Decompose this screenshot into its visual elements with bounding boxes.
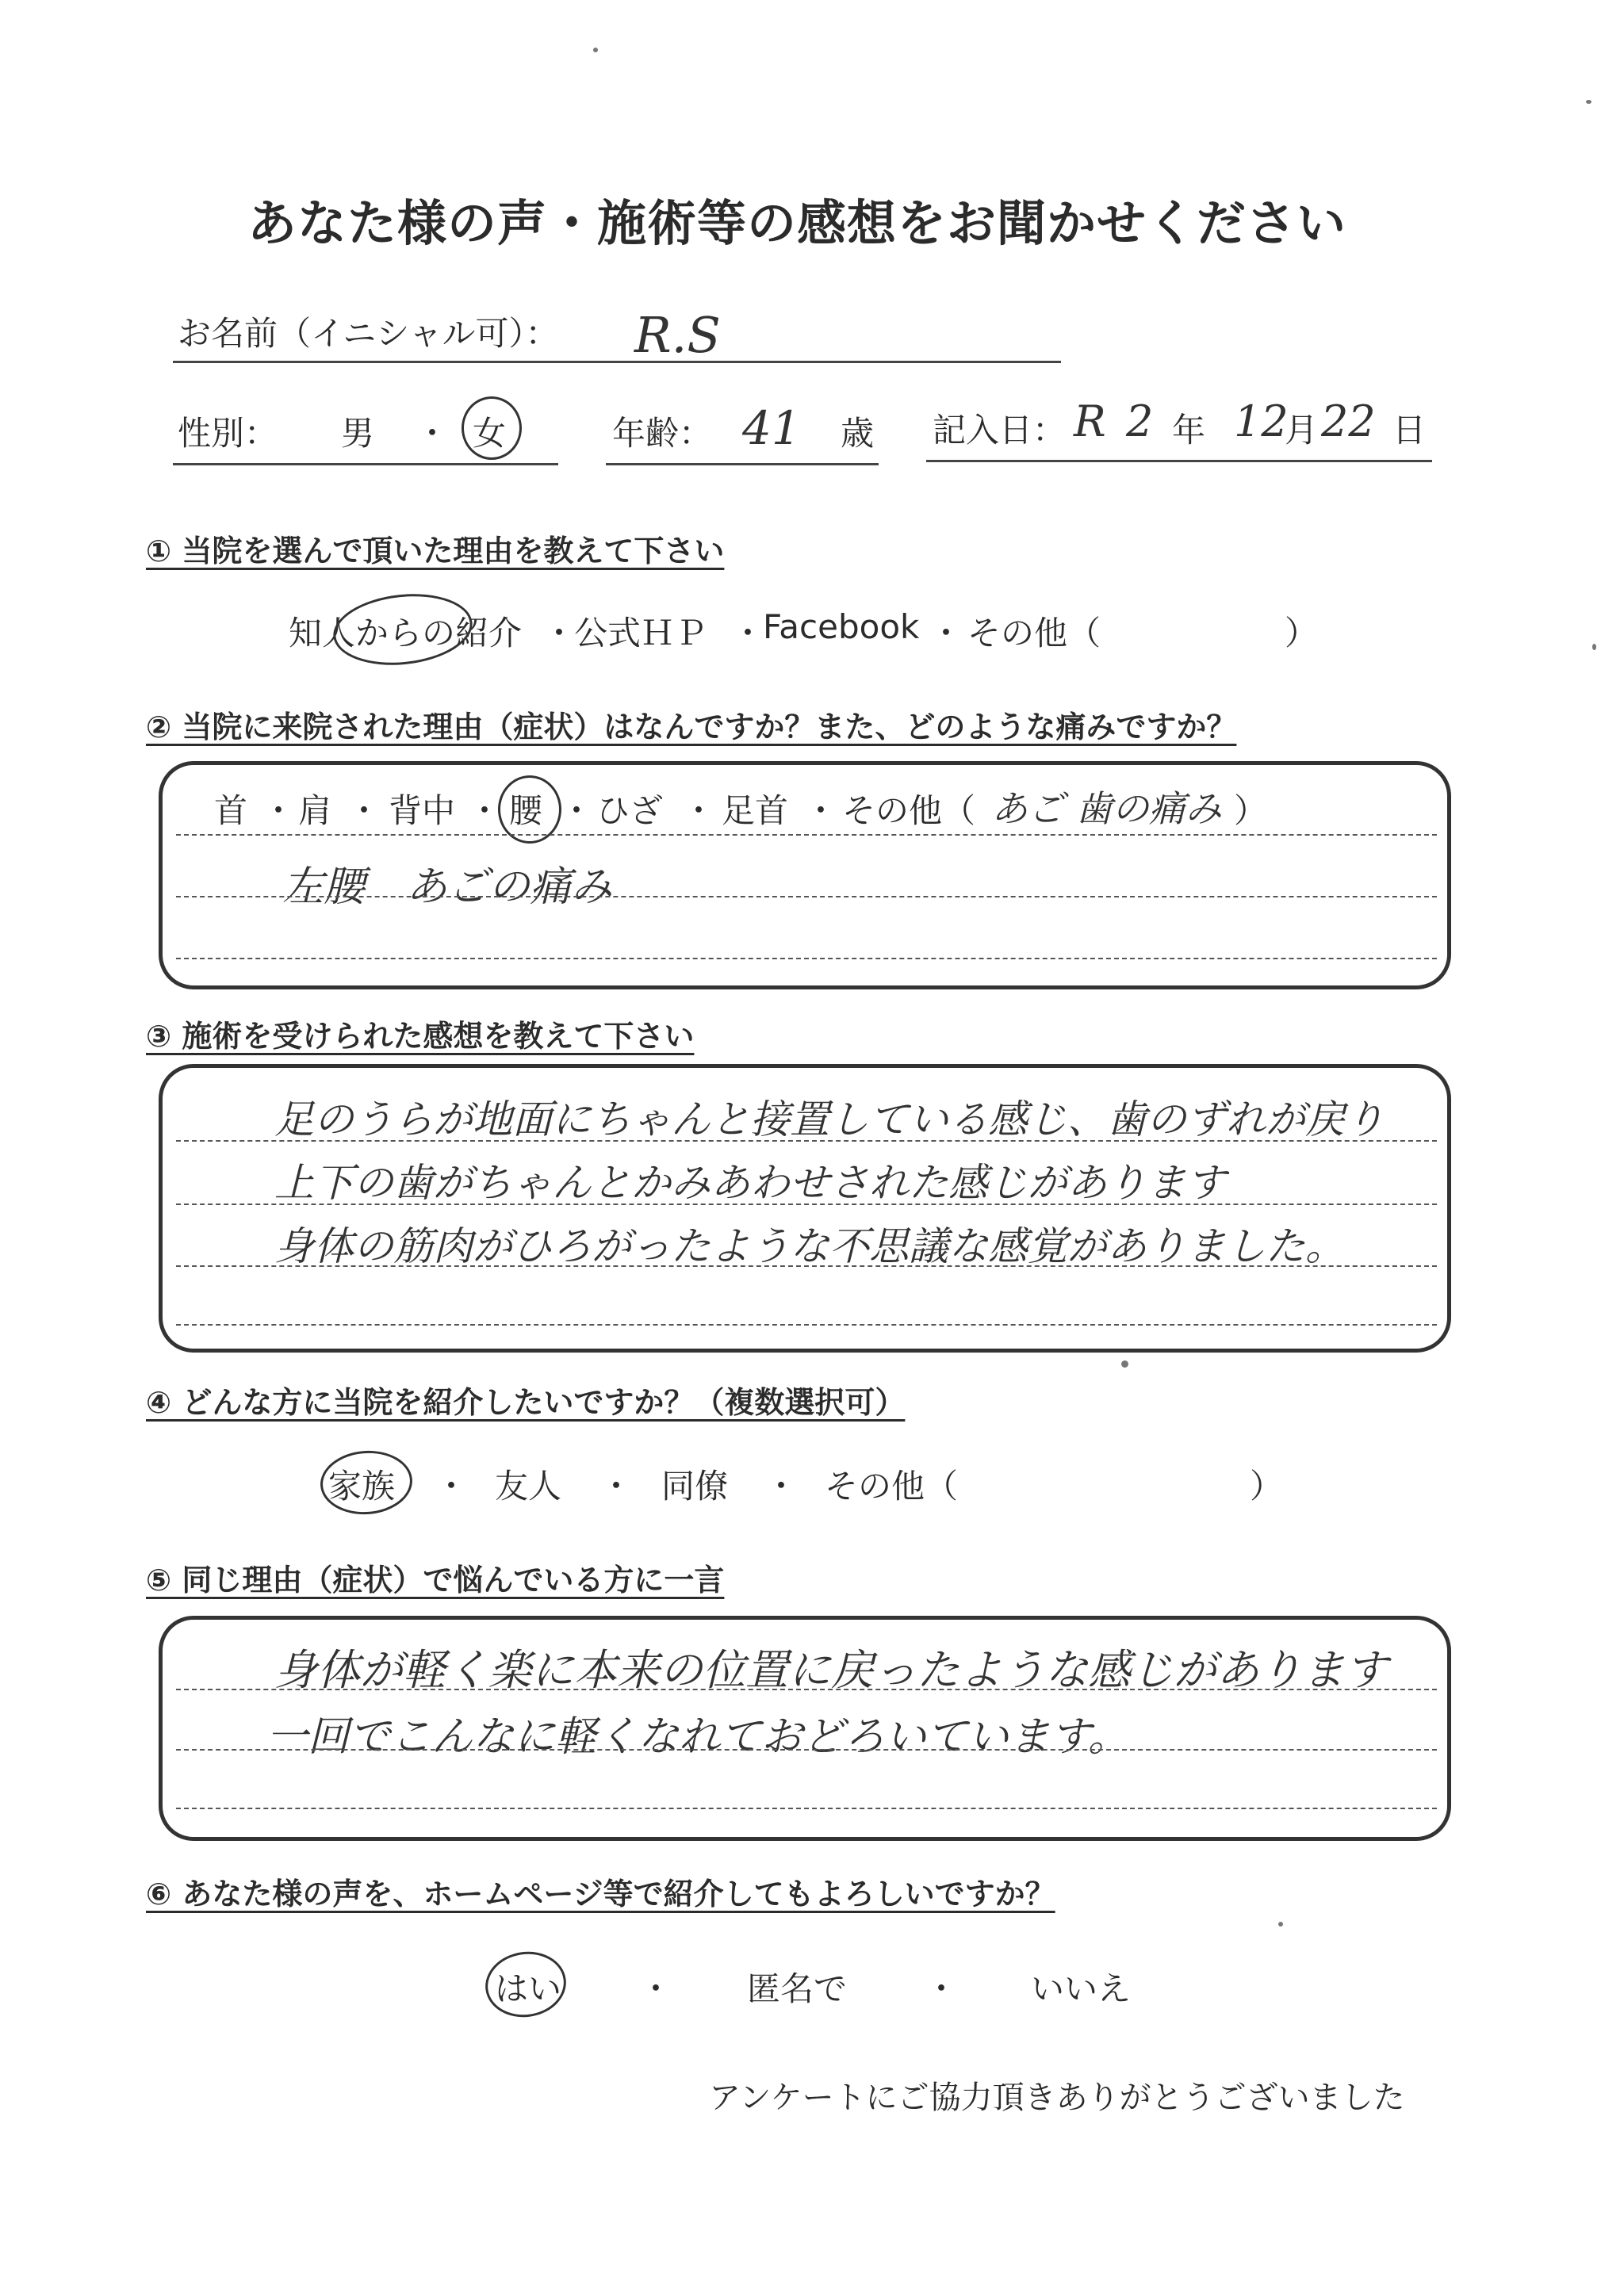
q5-dashed-line (176, 1749, 1437, 1751)
q2-separator: ・ (560, 791, 594, 830)
q6-option-no[interactable]: いいえ (1031, 1969, 1132, 2008)
scan-speck (1278, 1922, 1283, 1927)
date-year-unit: 年 (1172, 411, 1206, 450)
q2-dashed-line (176, 834, 1437, 836)
q3-dashed-line (176, 1203, 1437, 1205)
q3-dashed-line (176, 1265, 1437, 1267)
q1-separator: ・ (929, 614, 963, 652)
q3-dashed-line (176, 1324, 1437, 1326)
q5-answer-line-2[interactable]: 一回でこんなに軽くなれておどろいています。 (266, 1713, 1129, 1761)
date-underline (926, 460, 1432, 462)
date-year[interactable]: 2 (1126, 396, 1154, 446)
q2-option-knee[interactable]: ひざ (596, 791, 664, 830)
q3-dashed-line (176, 1140, 1437, 1142)
q5-heading: ⑤ 同じ理由（症状）で悩んでいる方に一言 (146, 1563, 725, 1598)
age-underline (606, 463, 879, 465)
date-month-unit: 月 (1285, 411, 1319, 450)
q3-answer-line-1[interactable]: 足のうらが地面にちゃんと接置している感じ、歯のずれが戻り (274, 1096, 1385, 1142)
q6-option-yes[interactable]: はい (495, 1969, 562, 2008)
q2-option-ankle[interactable]: 足首 (722, 791, 789, 830)
q6-separator: ・ (925, 1969, 959, 2008)
q3-answer-line-2[interactable]: 上下の歯がちゃんとかみあわせされた感じがあります (274, 1160, 1226, 1206)
date-day-unit: 日 (1392, 411, 1427, 450)
q1-other-close: ） (1285, 614, 1319, 652)
gender-label: 性別： (178, 414, 278, 453)
q2-answer-line-1[interactable]: 左腰 あごの痛み (282, 863, 613, 911)
gender-male-option[interactable]: 男 (341, 414, 375, 453)
q2-other-close: ） (1234, 791, 1268, 830)
q2-option-neck[interactable]: 首 (214, 791, 248, 830)
q4-option-friend[interactable]: 友人 (495, 1467, 562, 1506)
q5-answer-line-1[interactable]: 身体が軽く楽に本来の位置に戻ったような感じがあります (274, 1645, 1388, 1695)
q2-separator: ・ (682, 791, 716, 830)
footer-thanks: アンケートにご協力頂きありがとうございました (709, 2080, 1405, 2116)
q4-separator: ・ (435, 1467, 469, 1506)
name-label: お名前（イニシャル可）： (178, 314, 559, 353)
q2-separator: ・ (262, 791, 296, 830)
gender-selected-circle (462, 396, 522, 460)
q5-dashed-line (176, 1689, 1437, 1690)
q5-dashed-line (176, 1808, 1437, 1809)
q1-separator: ・ (731, 614, 765, 652)
q2-dashed-line (176, 958, 1437, 959)
q4-option-other[interactable]: その他（ (825, 1467, 959, 1506)
q1-option-referral[interactable]: 知人からの紹介 (289, 614, 523, 652)
q4-separator: ・ (764, 1467, 799, 1506)
q3-answer-line-3[interactable]: 身体の筋肉がひろがったような不思議な感覚がありました。 (274, 1223, 1345, 1269)
q2-option-back[interactable]: 背中 (389, 791, 456, 830)
q2-heading: ② 当院に来院された理由（症状）はなんですか？また、どのような痛みですか？ (146, 710, 1237, 744)
q2-option-lower-back[interactable]: 腰 (509, 791, 543, 830)
scan-speck (593, 48, 598, 52)
q1-option-official-hp[interactable]: 公式ＨＰ (574, 614, 708, 652)
q2-separator: ・ (468, 791, 502, 830)
q6-selected-circle (481, 1946, 570, 2022)
q4-other-close: ） (1250, 1467, 1284, 1506)
q6-option-anonymous[interactable]: 匿名で (747, 1969, 848, 2008)
q1-heading: ① 当院を選んで頂いた理由を教えて下さい (146, 534, 725, 568)
page-title: あなた様の声・施術等の感想をお聞かせください (247, 194, 1346, 252)
q1-selected-circle (330, 587, 476, 672)
date-day[interactable]: 22 (1321, 396, 1376, 446)
q2-option-other[interactable]: その他（ (842, 791, 976, 830)
gender-female-option[interactable]: 女 (473, 414, 507, 453)
q2-other-answer[interactable]: あご 歯の痛み (991, 787, 1222, 830)
age-label: 年齢： (612, 414, 713, 453)
q2-dashed-line (176, 896, 1437, 897)
gender-separator: ・ (416, 414, 450, 453)
age-value[interactable]: 41 (742, 401, 801, 455)
q1-option-facebook[interactable]: Facebook (763, 607, 920, 646)
gender-underline (173, 463, 558, 465)
q4-separator: ・ (599, 1467, 634, 1506)
q6-separator: ・ (639, 1969, 673, 2008)
q2-option-shoulder[interactable]: 肩 (298, 791, 332, 830)
date-month[interactable]: 12 (1234, 396, 1289, 446)
name-underline (173, 361, 1061, 363)
date-label: 記入日： (933, 411, 1067, 450)
q4-option-coworker[interactable]: 同僚 (661, 1467, 729, 1506)
q1-separator: ・ (542, 614, 576, 652)
q3-heading: ③ 施術を受けられた感想を教えて下さい (146, 1019, 695, 1054)
scan-speck (1586, 100, 1591, 104)
name-value[interactable]: R.S (634, 306, 721, 364)
q4-heading: ④ どんな方に当院を紹介したいですか？（複数選択可） (146, 1385, 906, 1420)
age-unit: 歳 (841, 414, 875, 453)
q6-heading: ⑥ あなた様の声を、ホームページ等で紹介してもよろしいですか？ (146, 1877, 1055, 1911)
q4-option-family[interactable]: 家族 (328, 1467, 396, 1506)
q2-separator: ・ (804, 791, 838, 830)
q2-separator: ・ (347, 791, 381, 830)
scan-speck (1592, 644, 1596, 650)
q1-option-other[interactable]: その他（ (967, 614, 1101, 652)
scan-speck (1121, 1360, 1128, 1368)
date-era[interactable]: R (1074, 396, 1106, 446)
